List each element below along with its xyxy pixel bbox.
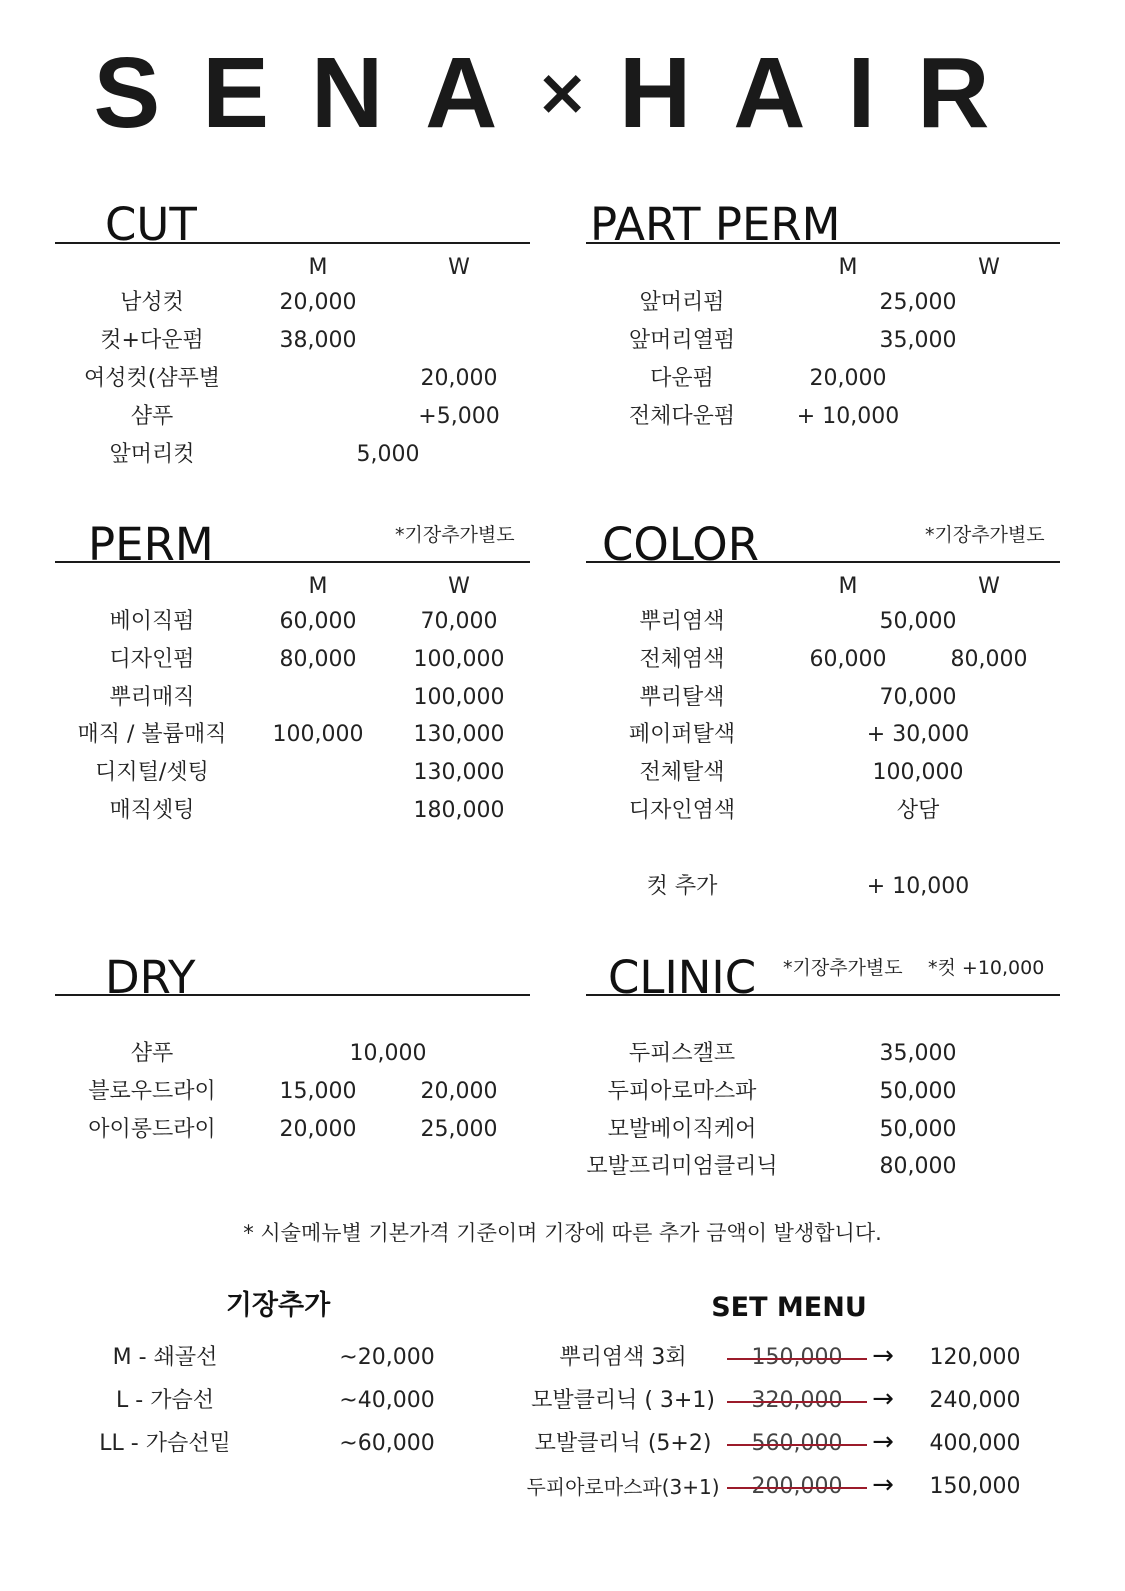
perm-price-w: 130,000 <box>413 760 505 785</box>
color-item-name: 뿌리염색 <box>639 609 725 634</box>
set-menu-name: 모발클리닉 (5+2) <box>534 1431 712 1456</box>
part-perm-col-w: W <box>978 255 1000 280</box>
cut-item-name: 여성컷(샴푸별 <box>83 366 221 391</box>
length-add-name: L - 가슴선 <box>116 1388 214 1413</box>
length-add-title: 기장추가 <box>225 1290 331 1321</box>
arrow-right-icon: → <box>872 1427 894 1457</box>
set-menu-old-price: 560,000 <box>727 1429 867 1459</box>
set-menu-name: 뿌리염색 3회 <box>559 1345 687 1370</box>
perm-item-name: 매직셋팅 <box>109 798 195 823</box>
perm-price-w: 100,000 <box>413 685 505 710</box>
perm-title: PERM <box>88 518 214 571</box>
perm-item-name: 디지털/셋팅 <box>95 760 209 785</box>
color-price: + 30,000 <box>866 722 970 747</box>
perm-col-m: M <box>308 574 328 599</box>
cut-title: CUT <box>105 198 197 251</box>
cut-price-both: 5,000 <box>356 442 420 467</box>
cut-price-m: 38,000 <box>279 328 357 353</box>
cut-price-w: +5,000 <box>418 404 500 429</box>
dry-price-both: 10,000 <box>349 1041 427 1066</box>
clinic-item-name: 두피아로마스파 <box>607 1079 757 1104</box>
color-col-m: M <box>838 574 858 599</box>
perm-col-w: W <box>448 574 470 599</box>
dry-item-name: 블로우드라이 <box>88 1079 216 1104</box>
cut-item-name: 남성컷 <box>120 290 184 315</box>
length-add-price: ~40,000 <box>339 1388 435 1413</box>
part-perm-price-m: 20,000 <box>809 366 887 391</box>
cut-col-w: W <box>448 255 470 280</box>
set-menu-new-price: 400,000 <box>929 1431 1021 1456</box>
arrow-right-icon: → <box>872 1341 894 1371</box>
color-price-w: 80,000 <box>950 647 1028 672</box>
arrow-right-icon: → <box>872 1470 894 1500</box>
set-menu-old-price: 320,000 <box>727 1386 867 1416</box>
perm-item-name: 매직 / 볼륨매직 <box>77 722 227 747</box>
clinic-price: 80,000 <box>879 1154 957 1179</box>
length-add-price: ~20,000 <box>339 1345 435 1370</box>
perm-divider <box>55 561 530 563</box>
length-add-price: ~60,000 <box>339 1431 435 1456</box>
clinic-price: 50,000 <box>879 1079 957 1104</box>
clinic-price: 50,000 <box>879 1117 957 1142</box>
color-divider <box>586 561 1060 563</box>
color-item-name: 전체탈색 <box>639 760 725 785</box>
set-menu-new-price: 120,000 <box>929 1345 1021 1370</box>
perm-note: *기장추가별도 <box>395 524 515 546</box>
cut-price-m: 20,000 <box>279 290 357 315</box>
part-perm-item-name: 전체다운펌 <box>628 404 736 429</box>
color-col-w: W <box>978 574 1000 599</box>
color-price: 상담 <box>896 798 940 823</box>
cut-divider <box>55 242 530 244</box>
perm-price-w: 130,000 <box>413 722 505 747</box>
part-perm-item-name: 앞머리펌 <box>639 290 725 315</box>
color-price: 50,000 <box>879 609 957 634</box>
color-item-name: 페이퍼탈색 <box>628 722 736 747</box>
color-note: *기장추가별도 <box>925 524 1045 546</box>
color-extra-price: + 10,000 <box>866 874 970 899</box>
brand-left: SENA <box>93 37 540 149</box>
cut-col-m: M <box>308 255 328 280</box>
dry-price-m: 15,000 <box>279 1079 357 1104</box>
cut-price-w: 20,000 <box>420 366 498 391</box>
perm-price-w: 100,000 <box>413 647 505 672</box>
cut-item-name: 샴푸 <box>130 404 174 429</box>
perm-item-name: 베이직펌 <box>109 609 195 634</box>
perm-item-name: 디자인펌 <box>109 647 195 672</box>
part-perm-title: PART PERM <box>590 198 841 251</box>
part-perm-price: 25,000 <box>879 290 957 315</box>
clinic-item-name: 두피스캘프 <box>628 1041 736 1066</box>
set-menu-new-price: 150,000 <box>929 1474 1021 1499</box>
arrow-right-icon: → <box>872 1384 894 1414</box>
clinic-note-cut: *컷 +10,000 <box>928 957 1045 979</box>
set-menu-old-price: 150,000 <box>727 1343 867 1373</box>
clinic-item-name: 모발프리미엄클리닉 <box>586 1154 778 1179</box>
set-menu-new-price: 240,000 <box>929 1388 1021 1413</box>
color-price: 100,000 <box>872 760 964 785</box>
color-price-m: 60,000 <box>809 647 887 672</box>
part-perm-col-m: M <box>838 255 858 280</box>
part-perm-item-name: 앞머리열펌 <box>628 328 736 353</box>
part-perm-item-name: 다운펌 <box>650 366 714 391</box>
dry-item-name: 아이롱드라이 <box>88 1117 216 1142</box>
dry-price-m: 20,000 <box>279 1117 357 1142</box>
clinic-price: 35,000 <box>879 1041 957 1066</box>
perm-price-w: 180,000 <box>413 798 505 823</box>
set-menu-name: 두피아로마스파(3+1) <box>526 1475 720 1499</box>
brand-right: HAIR <box>619 37 1032 149</box>
clinic-title: CLINIC <box>608 951 757 1004</box>
color-item-name: 디자인염색 <box>628 798 736 823</box>
cross-icon: × <box>535 56 590 130</box>
set-menu-old-price: 200,000 <box>727 1472 867 1502</box>
perm-price-m: 100,000 <box>272 722 364 747</box>
part-perm-price: 35,000 <box>879 328 957 353</box>
color-extra-name: 컷 추가 <box>646 874 718 899</box>
brand-logo <box>0 38 1125 148</box>
length-add-name: M - 쇄골선 <box>112 1345 218 1370</box>
clinic-item-name: 모발베이직케어 <box>607 1117 757 1142</box>
color-price: 70,000 <box>879 685 957 710</box>
color-title: COLOR <box>602 518 759 571</box>
cut-item-name: 앞머리컷 <box>109 442 195 467</box>
dry-title: DRY <box>105 951 196 1004</box>
set-menu-title: SET MENU <box>711 1292 867 1323</box>
perm-price-m: 60,000 <box>279 609 357 634</box>
dry-item-name: 샴푸 <box>130 1041 174 1066</box>
clinic-divider <box>586 994 1060 996</box>
length-add-name: LL - 가슴선밑 <box>99 1431 231 1456</box>
perm-price-w: 70,000 <box>420 609 498 634</box>
perm-price-m: 80,000 <box>279 647 357 672</box>
part-perm-price-m: + 10,000 <box>796 404 900 429</box>
cut-item-name: 컷+다운펌 <box>100 328 204 353</box>
part-perm-divider <box>586 242 1060 244</box>
color-item-name: 전체염색 <box>639 647 725 672</box>
set-menu-name: 모발클리닉 ( 3+1) <box>531 1388 715 1413</box>
color-item-name: 뿌리탈색 <box>639 685 725 710</box>
dry-divider <box>55 994 530 996</box>
pricing-footnote: * 시술메뉴별 기본가격 기준이며 기장에 따른 추가 금액이 발생합니다. <box>243 1221 882 1245</box>
perm-item-name: 뿌리매직 <box>109 685 195 710</box>
dry-price-w: 25,000 <box>420 1117 498 1142</box>
clinic-note-length: *기장추가별도 <box>783 957 903 979</box>
dry-price-w: 20,000 <box>420 1079 498 1104</box>
